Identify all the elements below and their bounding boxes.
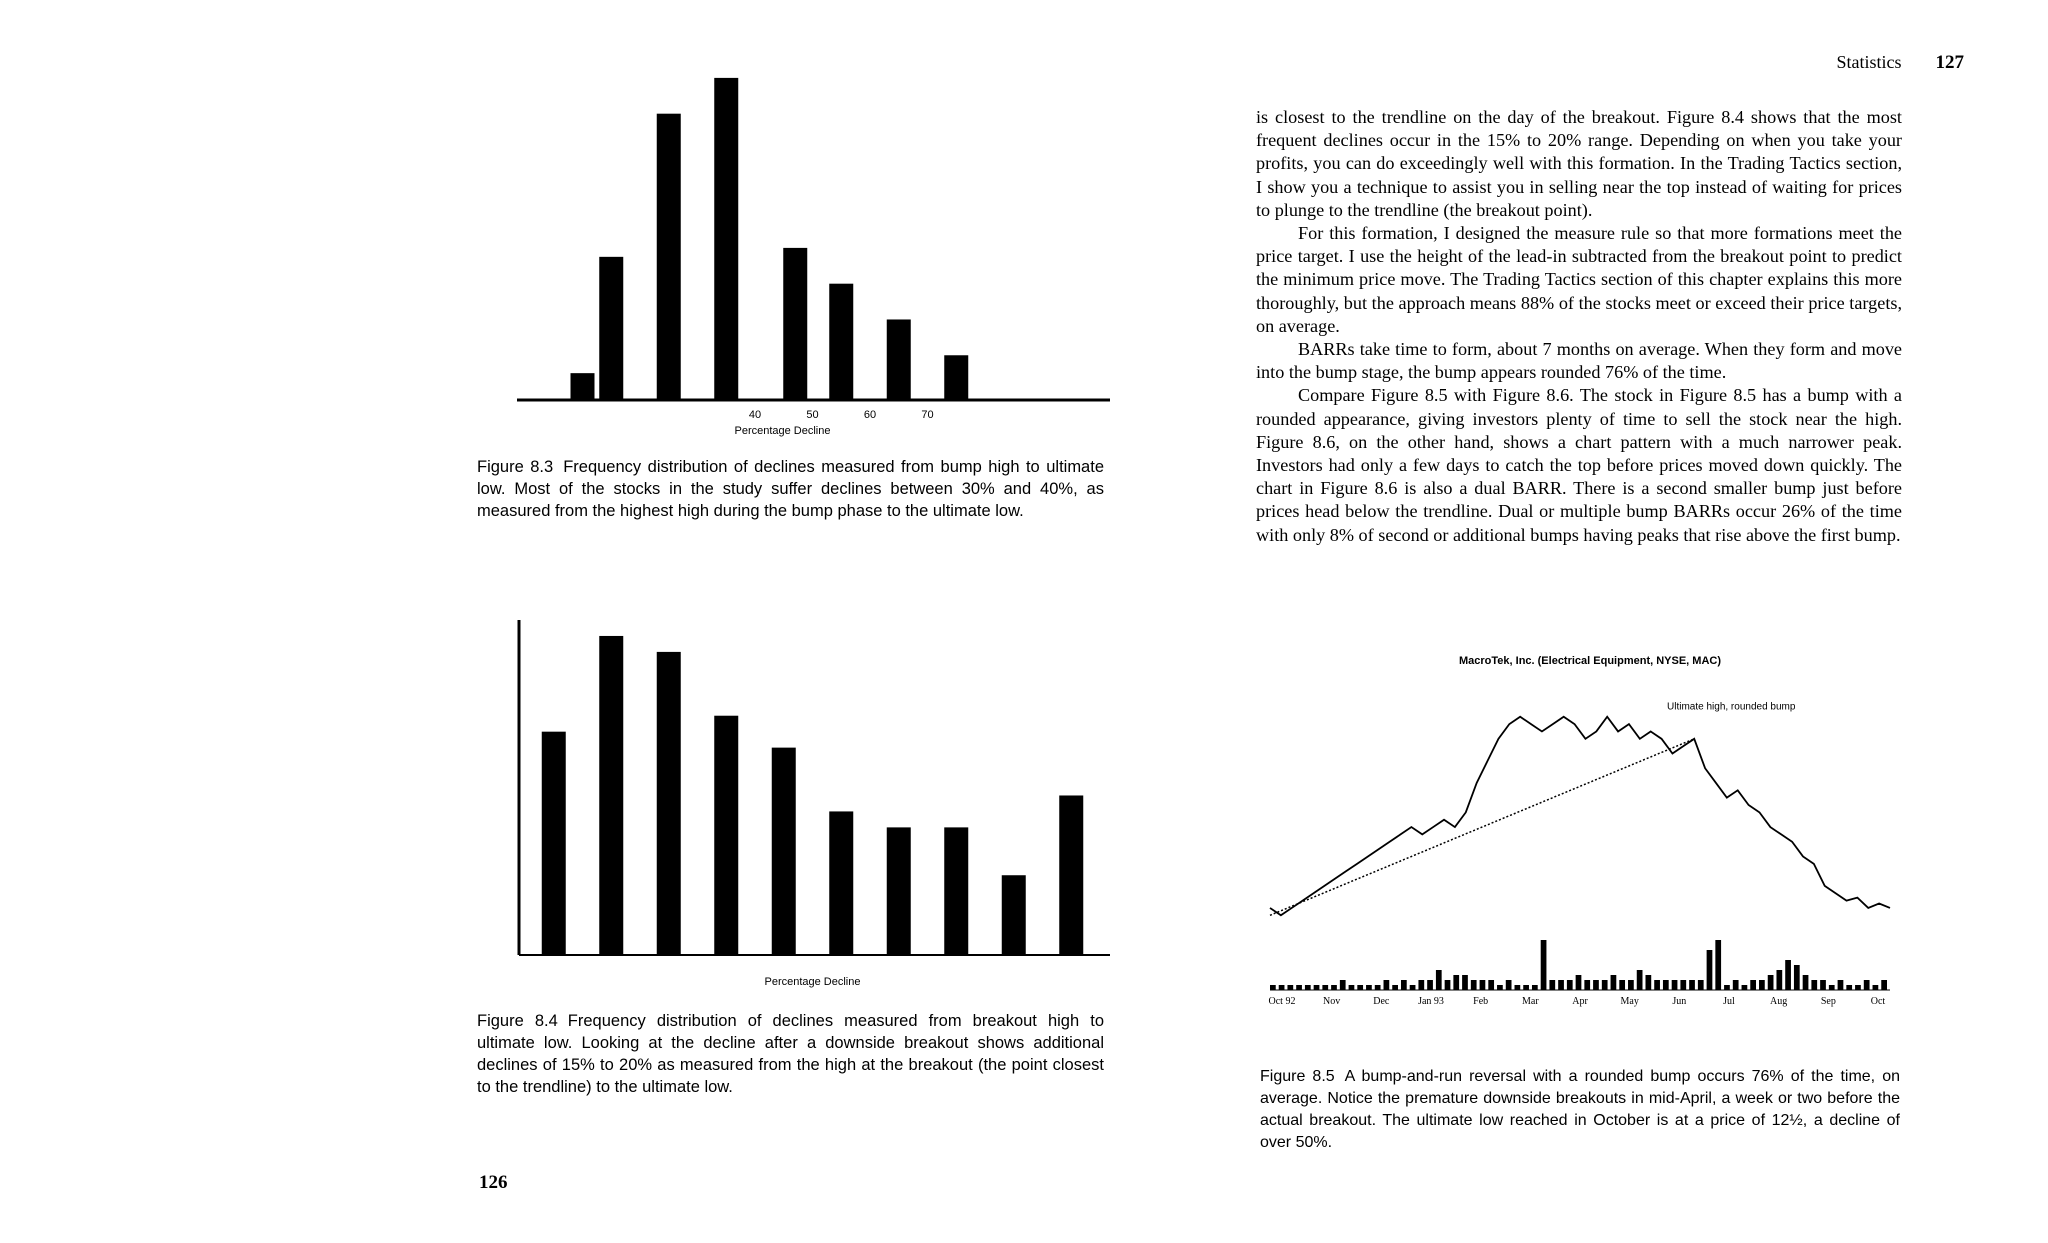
x-tick-label-0: Oct 92 xyxy=(1268,996,1296,1007)
volume-bar-37 xyxy=(1593,980,1599,990)
volume-bar-29 xyxy=(1523,985,1529,990)
x-axis-title: Percentage Decline xyxy=(764,976,861,988)
figure-8-3-number: Figure 8.3 xyxy=(477,458,554,476)
volume-bar-0 xyxy=(1270,985,1276,990)
bar-2 xyxy=(657,652,681,955)
x-tick-label-10: Aug xyxy=(1770,996,1788,1007)
volume-bar-5 xyxy=(1314,985,1320,990)
volume-bar-28 xyxy=(1515,985,1521,990)
volume-bar-18 xyxy=(1427,980,1433,990)
volume-bar-64 xyxy=(1829,985,1835,990)
bar-0 xyxy=(542,732,566,955)
x-tick-label-12: Oct xyxy=(1870,996,1886,1007)
x-axis-title: Percentage Decline xyxy=(734,425,831,437)
volume-bar-55 xyxy=(1750,980,1756,990)
bar-6 xyxy=(887,319,911,400)
figure-8-3-svg xyxy=(470,40,1120,440)
volume-bar-24 xyxy=(1480,980,1486,990)
right-page-number: 127 xyxy=(1935,52,1964,73)
volume-bar-60 xyxy=(1794,965,1800,990)
volume-bar-36 xyxy=(1584,980,1590,990)
volume-bar-62 xyxy=(1811,980,1817,990)
volume-bar-38 xyxy=(1602,980,1608,990)
volume-bar-19 xyxy=(1436,970,1442,990)
bar-4 xyxy=(783,248,807,400)
volume-bar-27 xyxy=(1506,980,1512,990)
bar-9 xyxy=(1059,795,1083,955)
volume-bar-45 xyxy=(1663,980,1669,990)
volume-bar-68 xyxy=(1864,980,1870,990)
running-head-title: Statistics xyxy=(1836,52,1902,72)
figure-8-3-text: Frequency distribution of declines measured from bump high to ultimate low. Most of the stocks in the study suffer declines between 30% and 40%, as measured from the highest high during the bump phase to the ultimate low. xyxy=(477,458,1104,520)
figure-8-4-chart xyxy=(470,600,1120,1000)
volume-bar-2 xyxy=(1287,985,1293,990)
volume-bar-35 xyxy=(1576,975,1582,990)
figure-8-3-chart xyxy=(470,40,1120,440)
volume-bar-13 xyxy=(1384,980,1390,990)
volume-bar-59 xyxy=(1785,960,1791,990)
volume-bar-7 xyxy=(1331,985,1337,990)
volume-bar-8 xyxy=(1340,980,1346,990)
volume-bar-30 xyxy=(1532,985,1538,990)
volume-bar-46 xyxy=(1672,980,1678,990)
volume-bar-15 xyxy=(1401,980,1407,990)
volume-bar-40 xyxy=(1619,980,1625,990)
volume-bar-56 xyxy=(1759,980,1765,990)
figure-8-3-caption xyxy=(477,456,1104,522)
paragraph-3: BARRs take time to form, about 7 months on average. When they form and move into the bump stage, the bump appears rounded 76% of the time. xyxy=(1256,339,1902,383)
x-tick-label-6: Apr xyxy=(1572,996,1588,1007)
bar-0 xyxy=(571,373,595,400)
volume-bar-48 xyxy=(1689,980,1695,990)
volume-bar-43 xyxy=(1645,975,1651,990)
volume-bar-21 xyxy=(1453,975,1459,990)
volume-bar-65 xyxy=(1838,980,1844,990)
bar-1 xyxy=(599,257,623,400)
volume-bar-3 xyxy=(1296,985,1302,990)
volume-bar-52 xyxy=(1724,985,1730,990)
volume-bar-39 xyxy=(1611,975,1617,990)
volume-bar-26 xyxy=(1497,985,1503,990)
volume-bar-53 xyxy=(1733,980,1739,990)
volume-bar-69 xyxy=(1873,985,1879,990)
paragraph-4: Compare Figure 8.5 with Figure 8.6. The stock in Figure 8.5 has a bump with a rounded appearance, giving investors plenty of time to sell the stock near the high. Figure 8.6, on the other hand, shows a chart pattern with a much narrower peak. Investors had only a few days to catch the top before prices moved down quickly. The chart in Figure 8.6 is also a dual BARR. There is a second smaller bump just before prices head below the trendline. Dual or multiple bump BARRs occur 26% of the time with only 8% of second or additional bumps having peaks that rise above the first bump. xyxy=(1256,385,1902,545)
left-page-folio: 126 xyxy=(479,1172,508,1193)
volume-bar-49 xyxy=(1698,980,1704,990)
bar-7 xyxy=(944,827,968,955)
volume-bar-16 xyxy=(1410,985,1416,990)
x-tick-label-1: 50 xyxy=(806,409,819,421)
volume-bar-34 xyxy=(1567,980,1573,990)
right-page xyxy=(1200,0,2048,1243)
figure-8-5-svg xyxy=(1250,650,1950,1050)
bar-8 xyxy=(1002,875,1026,955)
volume-bar-9 xyxy=(1349,985,1355,990)
figure-8-5-number: Figure 8.5 xyxy=(1260,1068,1335,1085)
x-tick-label-2: Dec xyxy=(1373,996,1390,1007)
volume-bar-50 xyxy=(1707,950,1713,990)
figure-8-4-caption xyxy=(477,1010,1104,1098)
running-head xyxy=(1836,52,1964,74)
volume-bar-12 xyxy=(1375,985,1381,990)
volume-bar-70 xyxy=(1881,980,1887,990)
volume-bar-10 xyxy=(1357,985,1363,990)
bar-1 xyxy=(599,636,623,955)
volume-bar-42 xyxy=(1637,970,1643,990)
figure-8-4-svg xyxy=(470,600,1120,1000)
volume-bar-51 xyxy=(1715,940,1721,990)
figure-8-4-number: Figure 8.4 xyxy=(477,1012,558,1030)
volume-bar-32 xyxy=(1549,980,1555,990)
bar-3 xyxy=(714,716,738,955)
x-tick-label-7: May xyxy=(1620,996,1639,1007)
volume-bar-23 xyxy=(1471,980,1477,990)
paragraph-2: For this formation, I designed the measure rule so that more formations meet the price target. I use the height of the lead-in subtracted from the breakout point to predict the minimum price move. The Trading Tactics section of this chapter explains this more thoroughly, but the approach means 88% of the stocks meet or exceed their price targets, on average. xyxy=(1256,223,1902,336)
volume-bar-41 xyxy=(1628,980,1634,990)
trendline xyxy=(1270,739,1694,915)
bar-4 xyxy=(772,748,796,955)
volume-bar-47 xyxy=(1680,980,1686,990)
volume-bar-57 xyxy=(1768,975,1774,990)
volume-bar-63 xyxy=(1820,980,1826,990)
volume-bar-61 xyxy=(1803,975,1809,990)
volume-bar-22 xyxy=(1462,975,1468,990)
volume-bar-44 xyxy=(1654,980,1660,990)
bar-5 xyxy=(829,811,853,955)
volume-bar-6 xyxy=(1322,985,1328,990)
volume-bar-20 xyxy=(1445,980,1451,990)
figure-8-5-caption xyxy=(1260,1066,1900,1154)
volume-bar-25 xyxy=(1488,980,1494,990)
volume-bar-54 xyxy=(1742,985,1748,990)
volume-bar-11 xyxy=(1366,985,1372,990)
bar-6 xyxy=(887,827,911,955)
x-tick-label-2: 60 xyxy=(863,409,877,421)
body-text xyxy=(1256,106,1902,547)
x-tick-label-8: Jun xyxy=(1672,996,1687,1007)
figure-8-5-chart xyxy=(1250,650,1950,1050)
annotation: Ultimate high, rounded bump xyxy=(1667,701,1796,713)
price-line xyxy=(1270,717,1890,916)
volume-bar-33 xyxy=(1558,980,1564,990)
volume-bar-67 xyxy=(1855,985,1861,990)
x-tick-label-1: Nov xyxy=(1323,996,1341,1007)
x-tick-label-5: Mar xyxy=(1521,996,1539,1007)
x-tick-label-0: 40 xyxy=(748,409,762,421)
volume-bar-1 xyxy=(1279,985,1285,990)
paragraph-1: is closest to the trendline on the day of the breakout. Figure 8.4 shows that the most frequent declines occur in the 15% to 20% range. Depending on when you take your profits, you can do exceedingly well with this formation. In the Trading Tactics section, I show you a technique to assist you in selling near the top instead of waiting for prices to plunge to the trendline (the breakout point). xyxy=(1256,107,1902,220)
bar-5 xyxy=(829,284,853,400)
bar-3 xyxy=(714,78,738,400)
volume-bar-31 xyxy=(1541,940,1547,990)
chart-title: MacroTek, Inc. (Electrical Equipment, NYSE, MAC) xyxy=(1458,655,1722,667)
volume-bar-58 xyxy=(1776,970,1782,990)
x-tick-label-3: Jan 93 xyxy=(1418,996,1444,1007)
bar-7 xyxy=(944,355,968,400)
volume-bar-66 xyxy=(1846,985,1852,990)
volume-bar-14 xyxy=(1392,985,1398,990)
figure-8-5-text: A bump-and-run reversal with a rounded bump occurs 76% of the time, on average. Notice the premature downside breakouts in mid-April, a week or two before the actual breakout. The ultimate low reached in October is at a price of 12½, a decline of over 50%. xyxy=(1260,1068,1900,1151)
volume-bar-4 xyxy=(1305,985,1311,990)
bar-2 xyxy=(657,114,681,400)
x-tick-label-9: Jul xyxy=(1723,996,1735,1007)
x-tick-label-11: Sep xyxy=(1820,996,1836,1007)
x-tick-label-4: Feb xyxy=(1473,996,1489,1007)
x-tick-label-3: 70 xyxy=(921,409,934,421)
figure-8-4-text: Frequency distribution of declines measured from breakout high to ultimate low. Looking at the decline after a downside breakout shows additional declines of 15% to 20% as measured from the high at the breakout (the point closest to the trendline) to the ultimate low. xyxy=(477,1012,1105,1096)
volume-bar-17 xyxy=(1418,980,1424,990)
